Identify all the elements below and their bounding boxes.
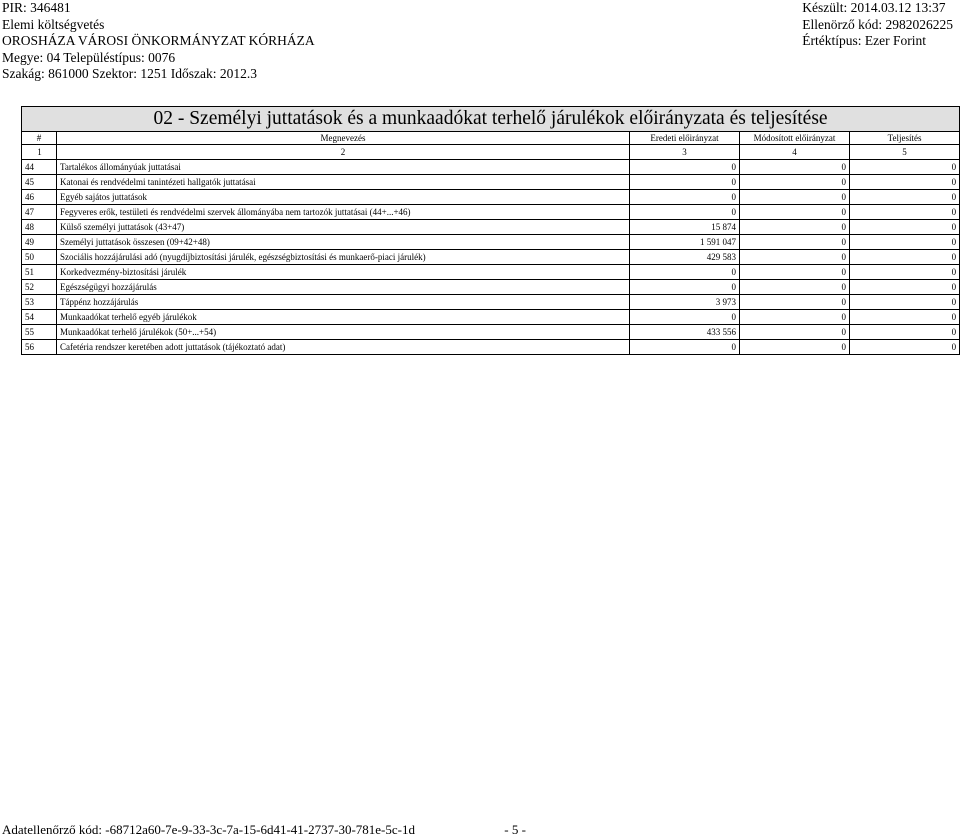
checksum-text: Adatellenőrző kód: -68712a60-7e-9-33-3c-7a-15-6d41-41-2737-30-781e-5c-1d xyxy=(2,822,415,837)
report-footer xyxy=(2,823,526,837)
row-index: 46 xyxy=(22,190,57,205)
row-modified: 0 xyxy=(740,190,850,205)
table-row xyxy=(22,250,960,265)
row-name: Tartalékos állományúak juttatásai xyxy=(57,160,630,175)
table-row xyxy=(22,175,960,190)
row-actual: 0 xyxy=(850,205,960,220)
table-title-row xyxy=(22,107,960,132)
row-actual: 0 xyxy=(850,235,960,250)
report-header-right xyxy=(802,0,953,50)
row-index: 44 xyxy=(22,160,57,175)
col-number-2: 2 xyxy=(57,145,630,160)
row-modified: 0 xyxy=(740,220,850,235)
table-row xyxy=(22,265,960,280)
column-number-row xyxy=(22,145,960,160)
col-header-original: Eredeti előirányzat xyxy=(630,132,740,145)
row-original: 0 xyxy=(630,265,740,280)
table-row xyxy=(22,280,960,295)
row-original: 3 973 xyxy=(630,295,740,310)
row-modified: 0 xyxy=(740,235,850,250)
row-original: 1 591 047 xyxy=(630,235,740,250)
row-index: 54 xyxy=(22,310,57,325)
row-modified: 0 xyxy=(740,265,850,280)
col-header-modified: Módosított előirányzat xyxy=(740,132,850,145)
table-title: 02 - Személyi juttatások és a munkaadókat terhelő járulékok előirányzata és teljesítése xyxy=(22,107,960,132)
report-type-line: Elemi költségvetés xyxy=(2,16,105,32)
row-index: 56 xyxy=(22,340,57,355)
row-index: 49 xyxy=(22,235,57,250)
row-index: 51 xyxy=(22,265,57,280)
row-name: Korkedvezmény-biztosítási járulék xyxy=(57,265,630,280)
row-name: Cafetéria rendszer keretében adott juttatások (tájékoztató adat) xyxy=(57,340,630,355)
row-original: 433 556 xyxy=(630,325,740,340)
value-type-line: Értéktípus: Ezer Forint xyxy=(802,33,926,48)
page-number: - 5 - xyxy=(504,822,526,837)
check-code-line: Ellenörző kód: 2982026225 xyxy=(802,16,953,32)
row-name: Munkaadókat terhelő járulékok (50+...+54) xyxy=(57,325,630,340)
row-name: Táppénz hozzájárulás xyxy=(57,295,630,310)
row-index: 47 xyxy=(22,205,57,220)
table-row xyxy=(22,220,960,235)
row-index: 55 xyxy=(22,325,57,340)
sector-line: Szakág: 861000 Szektor: 1251 Időszak: 2012.3 xyxy=(2,66,257,81)
col-number-5: 5 xyxy=(850,145,960,160)
column-header-row xyxy=(22,132,960,145)
row-name: Egészségügyi hozzájárulás xyxy=(57,280,630,295)
county-line: Megye: 04 Településtípus: 0076 xyxy=(2,49,176,65)
row-actual: 0 xyxy=(850,220,960,235)
row-name: Egyéb sajátos juttatások xyxy=(57,190,630,205)
report-header-left xyxy=(2,0,315,83)
institution-line: OROSHÁZA VÁROSI ÖNKORMÁNYZAT KÓRHÁZA xyxy=(2,33,315,48)
row-actual: 0 xyxy=(850,340,960,355)
row-name: Fegyveres erők, testületi és rendvédelmi szervek állományába nem tartozók juttatásai (44+...+46) xyxy=(57,205,630,220)
row-modified: 0 xyxy=(740,310,850,325)
pir-line: PIR: 346481 xyxy=(2,0,71,15)
table-row xyxy=(22,325,960,340)
row-actual: 0 xyxy=(850,250,960,265)
table-row xyxy=(22,235,960,250)
report-table xyxy=(21,106,960,355)
row-actual: 0 xyxy=(850,280,960,295)
row-original: 0 xyxy=(630,205,740,220)
table-row xyxy=(22,205,960,220)
row-modified: 0 xyxy=(740,160,850,175)
col-header-index: # xyxy=(22,132,57,145)
row-actual: 0 xyxy=(850,265,960,280)
row-modified: 0 xyxy=(740,325,850,340)
col-number-4: 4 xyxy=(740,145,850,160)
table-row xyxy=(22,295,960,310)
row-modified: 0 xyxy=(740,205,850,220)
row-original: 0 xyxy=(630,340,740,355)
col-number-1: 1 xyxy=(22,145,57,160)
row-actual: 0 xyxy=(850,295,960,310)
row-actual: 0 xyxy=(850,160,960,175)
row-actual: 0 xyxy=(850,175,960,190)
row-original: 0 xyxy=(630,190,740,205)
row-actual: 0 xyxy=(850,310,960,325)
row-index: 50 xyxy=(22,250,57,265)
row-index: 48 xyxy=(22,220,57,235)
table-row xyxy=(22,310,960,325)
table-row xyxy=(22,340,960,355)
col-header-name: Megnevezés xyxy=(57,132,630,145)
row-modified: 0 xyxy=(740,175,850,190)
table-row xyxy=(22,160,960,175)
row-name: Külső személyi juttatások (43+47) xyxy=(57,220,630,235)
table-row xyxy=(22,190,960,205)
row-name: Személyi juttatások összesen (09+42+48) xyxy=(57,235,630,250)
row-name: Szociális hozzájárulási adó (nyugdíjbiztosítási járulék, egészségbiztosítási és munkaerő-piaci járulék) xyxy=(57,250,630,265)
row-original: 0 xyxy=(630,310,740,325)
row-original: 0 xyxy=(630,280,740,295)
row-index: 52 xyxy=(22,280,57,295)
row-modified: 0 xyxy=(740,280,850,295)
row-modified: 0 xyxy=(740,295,850,310)
row-index: 53 xyxy=(22,295,57,310)
row-name: Katonai és rendvédelmi tanintézeti hallgatók juttatásai xyxy=(57,175,630,190)
row-actual: 0 xyxy=(850,190,960,205)
row-original: 0 xyxy=(630,175,740,190)
row-actual: 0 xyxy=(850,325,960,340)
created-line: Készült: 2014.03.12 13:37 xyxy=(802,0,946,15)
row-original: 429 583 xyxy=(630,250,740,265)
row-modified: 0 xyxy=(740,250,850,265)
col-header-actual: Teljesítés xyxy=(850,132,960,145)
col-number-3: 3 xyxy=(630,145,740,160)
row-original: 15 874 xyxy=(630,220,740,235)
row-original: 0 xyxy=(630,160,740,175)
row-index: 45 xyxy=(22,175,57,190)
row-modified: 0 xyxy=(740,340,850,355)
row-name: Munkaadókat terhelő egyéb járulékok xyxy=(57,310,630,325)
